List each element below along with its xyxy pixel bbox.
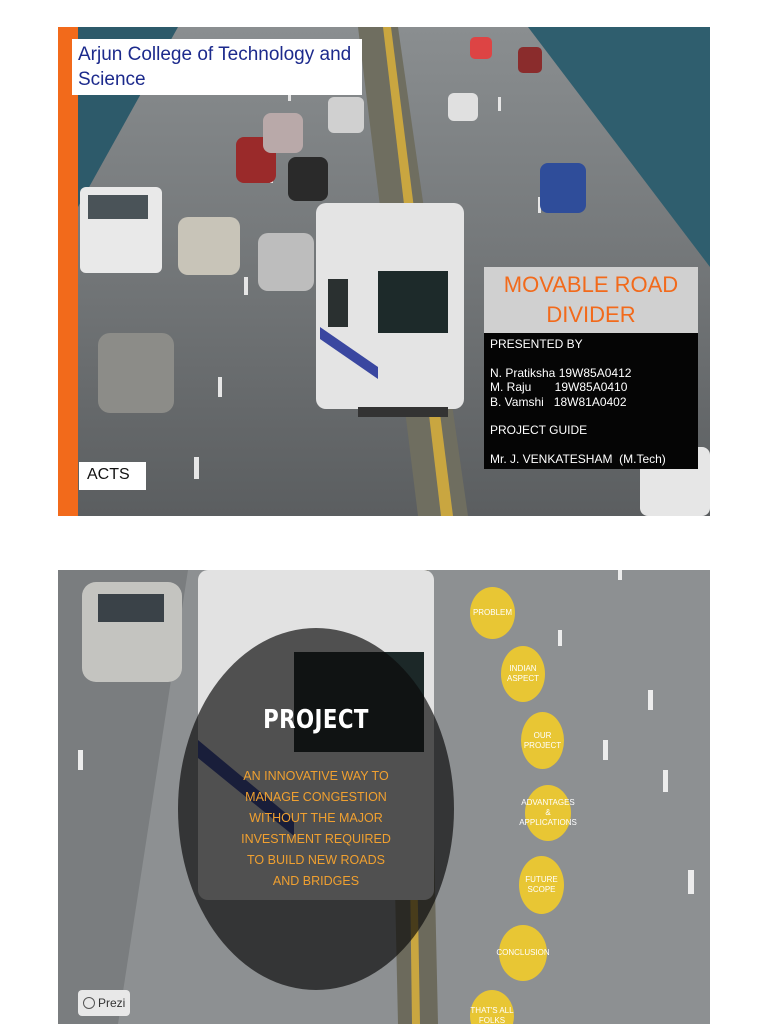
topic-problem[interactable]: PROBLEM bbox=[470, 587, 515, 639]
project-subtitle: AN INNOVATIVE WAY TO MANAGE CONGESTION WITHOUT THE MAJOR INVESTMENT REQUIRED TO BUILD NEW ROADS AND BRIDGES bbox=[241, 769, 391, 888]
project-slide bbox=[58, 570, 710, 1024]
topic-indian-aspect[interactable]: INDIAN ASPECT bbox=[501, 646, 545, 702]
college-name: Arjun College of Technology and Science bbox=[78, 44, 352, 90]
presented-by-label: PRESENTED BY bbox=[490, 337, 583, 351]
prezi-badge[interactable] bbox=[78, 990, 130, 1016]
topic-our-project[interactable]: OUR PROJECT bbox=[521, 712, 564, 769]
acts-badge: ACTS bbox=[79, 462, 146, 490]
info-panel bbox=[484, 333, 698, 469]
presenter-2: M. Raju 19W85A0410 bbox=[490, 380, 628, 394]
topic-future-scope[interactable]: FUTURE SCOPE bbox=[519, 856, 564, 914]
topic-thats-all-folks[interactable]: THAT'S ALL FOLKS bbox=[470, 990, 514, 1024]
prezi-icon bbox=[83, 997, 95, 1009]
project-title: PROJECT bbox=[263, 705, 369, 735]
prezi-label: Prezi bbox=[98, 996, 126, 1010]
college-label bbox=[72, 39, 362, 95]
presenter-1: N. Pratiksha 19W85A0412 bbox=[490, 365, 632, 380]
topic-conclusion[interactable]: CONCLUSION bbox=[499, 925, 547, 981]
title-slide bbox=[58, 27, 710, 516]
slide-title: MOVABLE ROAD DIVIDER bbox=[484, 267, 698, 333]
presenter-3: B. Vamshi 18W81A0402 bbox=[490, 394, 627, 409]
guide-name: Mr. J. VENKATESHAM (M.Tech) bbox=[490, 451, 666, 466]
accent-strip bbox=[58, 27, 78, 516]
topic-advantages-applications[interactable]: ADVANTAGES & APPLICATIONS bbox=[525, 785, 571, 841]
guide-label: PROJECT GUIDE bbox=[490, 423, 588, 437]
